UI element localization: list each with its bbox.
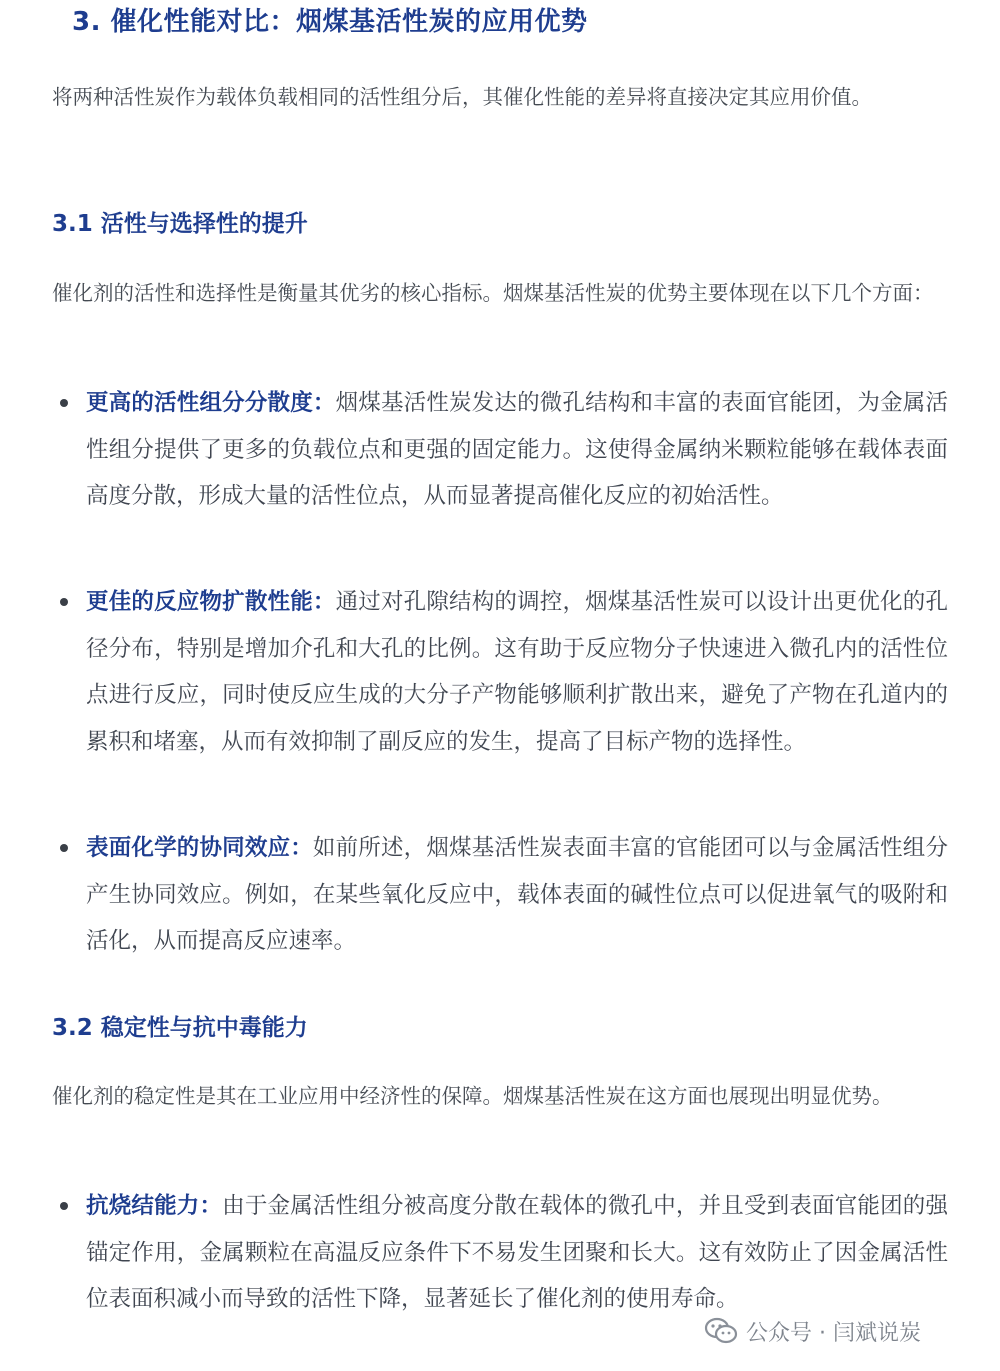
list-item [86, 825, 948, 965]
section-title: 3. 催化性能对比：烟煤基活性炭的应用优势 [72, 7, 588, 37]
watermark [700, 1313, 925, 1349]
wechat-icon [704, 1316, 738, 1346]
watermark-text: 公众号 · 闫斌说炭 [746, 1320, 921, 1346]
subsection-intro-3-1: 催化剂的活性和选择性是衡量其优劣的核心指标。烟煤基活性炭的优势主要体现在以下几个方面： [52, 281, 934, 305]
section-intro: 将两种活性炭作为载体负载相同的活性组分后，其催化性能的差异将直接决定其应用价值。 [52, 85, 872, 109]
list-item [86, 380, 948, 520]
subsection-intro-3-2: 催化剂的稳定性是其在工业应用中经济性的保障。烟煤基活性炭在这方面也展现出明显优势。 [52, 1084, 893, 1108]
subsection-title-3-2: 3.2 稳定性与抗中毒能力 [52, 1015, 308, 1041]
bullet-dot [60, 598, 68, 606]
bullet-dot [60, 1202, 68, 1210]
list-item-term: 更佳的反应物扩散性能： [86, 589, 336, 615]
list-item-term: 更高的活性组分分散度： [86, 390, 336, 416]
list-item-term: 表面化学的协同效应： [86, 835, 313, 861]
list-item-text: 如前所述，烟煤基活性炭表面丰富的官能团可以与金属活性组分产生协同效应。例如，在某些氧化反应中，载体表面的碱性位点可以促进氧气的吸附和活化，从而提高反应速率。 [86, 835, 948, 954]
list-item-term: 抗烧结能力： [86, 1193, 223, 1219]
list-item-text: 烟煤基活性炭发达的微孔结构和丰富的表面官能团，为金属活性组分提供了更多的负载位点和更强的固定能力。这使得金属纳米颗粒能够在载体表面高度分散，形成大量的活性位点，从而显著提高催化反应的初始活性。 [86, 390, 948, 509]
list-item-text: 由于金属活性组分被高度分散在载体的微孔中，并且受到表面官能团的强锚定作用，金属颗粒在高温反应条件下不易发生团聚和长大。这有效防止了因金属活性位表面积减小而导致的活性下降，显著延长了催化剂的使用寿命。 [86, 1193, 948, 1312]
list-item [86, 1183, 948, 1323]
bullet-dot [60, 844, 68, 852]
list-item [86, 579, 948, 765]
subsection-title-3-1: 3.1 活性与选择性的提升 [52, 211, 308, 237]
list-item-text: 通过对孔隙结构的调控，烟煤基活性炭可以设计出更优化的孔径分布，特别是增加介孔和大孔的比例。这有助于反应物分子快速进入微孔内的活性位点进行反应，同时使反应生成的大分子产物能够顺利扩散出来，避免了产物在孔道内的累积和堵塞，从而有效抑制了副反应的发生，提高了目标产物的选择性。 [86, 589, 948, 755]
bullet-dot [60, 399, 68, 407]
